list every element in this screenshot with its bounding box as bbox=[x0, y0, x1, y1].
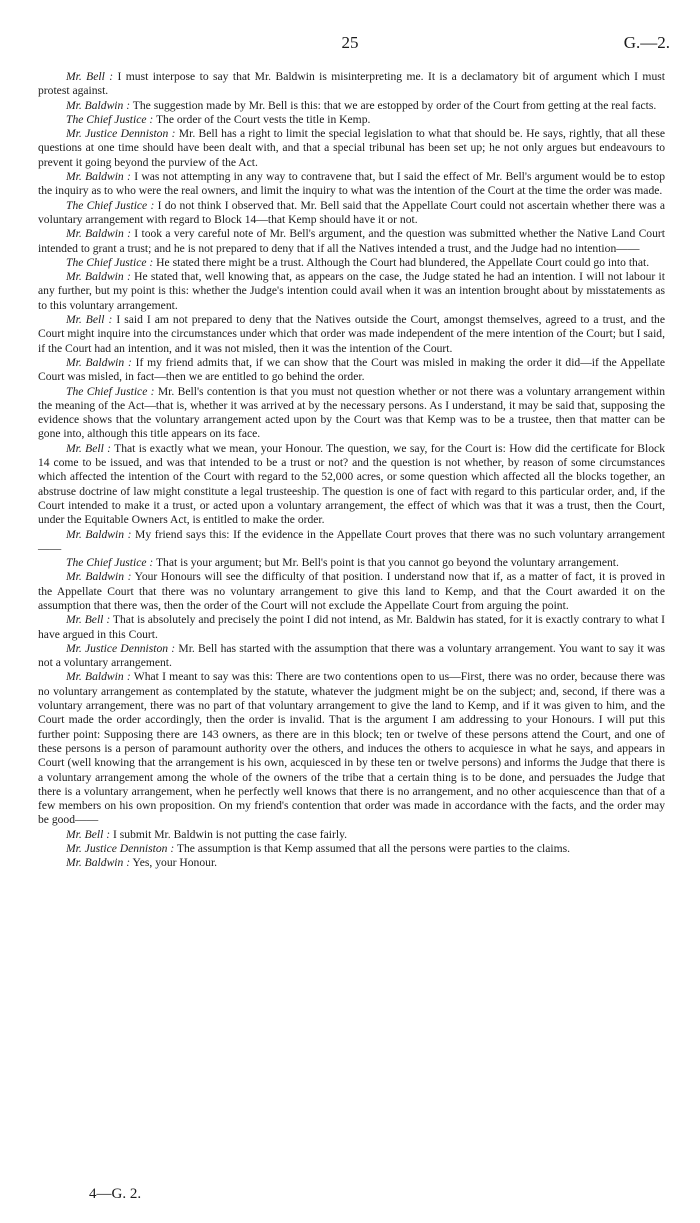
speaker-name: Mr. Justice Denniston : bbox=[66, 842, 175, 856]
speech-text: Mr. Bell has a right to limit the special legislation to what that should be. He says, rightly, that all these questions at one time should have been dealt with, and that a special tribunal has been set up; he not only argues but endeavours to prevent it going beyond the purview of the Act. bbox=[38, 127, 666, 169]
speech-text: I took a very careful note of Mr. Bell's argument, and the question was submitted whether the Native Land Court intended to grant a trust; and he is not prepared to deny that if all the Natives intended a trust, and the Judge had no intention—— bbox=[38, 227, 665, 255]
paragraph bbox=[38, 570, 665, 613]
speech-text: I do not think I observed that. Mr. Bell said that the Appellate Court could not ascertain whether there was a voluntary arrangement with regard to Block 14—that Kemp should have it or not. bbox=[38, 198, 665, 226]
speaker-name: The Chief Justice : bbox=[66, 255, 154, 269]
speech-text: Your Honours will see the difficulty of that position. I understand now that if, as a matter of fact, it is proved in the Appellate Court that there was no voluntary arrangement to give this land to Kemp, and that the Court awarded it on the assumption that there was, then the order of the Court will not exclude the Appellate Court from arguing the point. bbox=[38, 570, 665, 612]
speaker-name: The Chief Justice : bbox=[66, 384, 155, 398]
speaker-name: Mr. Bell : bbox=[66, 70, 114, 83]
speech-text: Mr. Bell's contention is that you must not question whether or not there was a voluntary arrangement within the meaning of the Act—that is, whether it was arrived at by the necessary persons. As I understand, it may be said that, supposing the evidence shows that the voluntary arrangement acted upon by the Court was that Kemp was to be a trustee, then that matter can be gone into, although this title appears on its face. bbox=[38, 384, 665, 441]
speaker-name: The Chief Justice : bbox=[66, 112, 154, 126]
speaker-name: Mr. Baldwin : bbox=[66, 527, 132, 541]
paragraph bbox=[38, 670, 665, 827]
paragraph bbox=[38, 856, 665, 870]
speech-text: I must interpose to say that Mr. Baldwin is misinterpreting me. It is a declamatory bit of argument which I must protest against. bbox=[38, 70, 665, 98]
speaker-name: Mr. Bell : bbox=[66, 827, 111, 841]
paragraph bbox=[38, 70, 665, 99]
speech-text: Mr. Bell has started with the assumption that there was a voluntary arrangement. You want to say it was not a voluntary arrangement. bbox=[38, 641, 666, 670]
speech-text: That is absolutely and precisely the point I did not intend, as Mr. Baldwin has stated, for it is exactly contrary to what I have argued in this Court. bbox=[38, 613, 665, 641]
speech-text: The suggestion made by Mr. Bell is this: that we are estopped by order of the Court from getting at the real facts. bbox=[130, 98, 657, 112]
speaker-name: Mr. Baldwin : bbox=[66, 170, 131, 184]
speech-text: Yes, your Honour. bbox=[130, 856, 218, 870]
document-reference: G.—2. bbox=[623, 33, 670, 52]
page-number: 25 bbox=[341, 33, 359, 52]
speech-text: The assumption is that Kemp assumed that all the persons were parties to the claims. bbox=[174, 842, 571, 856]
speech-text: He stated that, well knowing that, as appears on the case, the Judge stated he had an intention. I will not labour it any further, but my point is this: whether the Judge's intention could avail when it was an intention brought about by misstatements as to this voluntary arrangement. bbox=[38, 270, 665, 312]
paragraph bbox=[38, 113, 665, 127]
speaker-name: Mr. Baldwin : bbox=[66, 670, 131, 684]
paragraph bbox=[38, 227, 665, 256]
speech-text: That is your argument; but Mr. Bell's point is that you cannot go beyond the voluntary arrangement. bbox=[153, 556, 619, 570]
speaker-name: The Chief Justice : bbox=[66, 556, 154, 570]
paragraph bbox=[38, 442, 665, 528]
speech-text: That is exactly what we mean, your Honour. The question, we say, for the Court is: How did the certificate for Block 14 come to be issued, and was that intended to be a trust or not? and the question is not whether, by reason of some circumstances which affected the intention of the Court with regard to the 52,000 acres, or some question which affected all the blocks together, an abstruse doctrine of law might constitute a legal trusteeship. The question is one of fact with regard to this particular order, and, if the Court intended to make it a trust, or acted upon a voluntary arrangement, the effect of which was that it was a trust, then the Court, under the Equitable Owners Act, is entitled to make the order. bbox=[38, 441, 665, 527]
paragraph bbox=[38, 170, 665, 199]
paragraph bbox=[38, 828, 665, 842]
paragraph bbox=[38, 556, 665, 570]
paragraph bbox=[38, 842, 665, 856]
paragraph bbox=[38, 127, 665, 170]
paragraph bbox=[38, 642, 665, 671]
speech-text: I was not attempting in any way to contravene that, but I said the effect of Mr. Bell's argument would be to estop the inquiry as to who were the real owners, and limit the inquiry to what was the intention of the Court at the time the order was made. bbox=[38, 170, 665, 198]
paragraph bbox=[38, 199, 665, 228]
speaker-name: Mr. Baldwin : bbox=[66, 856, 131, 870]
paragraph bbox=[38, 270, 665, 313]
speech-text: The order of the Court vests the title in Kemp. bbox=[153, 112, 371, 126]
speech-text: He stated there might be a trust. Although the Court had blundered, the Appellate Court could go into that. bbox=[153, 255, 650, 269]
paragraph bbox=[38, 528, 665, 557]
transcript-body bbox=[38, 70, 665, 871]
paragraph bbox=[38, 99, 665, 113]
speech-text: If my friend admits that, if we can show that the Court was misled in making the order it did—if the Appellate Court was misled, in fact—then we are entitled to go behind the order. bbox=[38, 355, 666, 384]
speaker-name: The Chief Justice : bbox=[66, 198, 155, 212]
paragraph bbox=[38, 356, 665, 385]
speech-text: I said I am not prepared to deny that the Natives outside the Court, amongst themselves, agreed to a trust, and the Court might inquire into the circumstances under which that order was made independent of the mere intention of the Court; but I said, if the Court had an intention, and it was not misled, then it was the intention of the Court. bbox=[38, 313, 665, 355]
speaker-name: Mr. Baldwin : bbox=[66, 355, 132, 369]
speaker-name: Mr. Baldwin : bbox=[66, 98, 131, 112]
speaker-name: Mr. Bell : bbox=[66, 313, 113, 327]
speaker-name: Mr. Bell : bbox=[66, 613, 111, 627]
paragraph bbox=[38, 613, 665, 642]
footer-signature: 4—G. 2. bbox=[89, 1186, 142, 1202]
speech-text: I submit Mr. Baldwin is not putting the case fairly. bbox=[110, 827, 348, 841]
speaker-name: Mr. Bell : bbox=[66, 441, 111, 455]
speaker-name: Mr. Justice Denniston : bbox=[66, 127, 176, 141]
speaker-name: Mr. Baldwin : bbox=[66, 227, 131, 241]
speaker-name: Mr. Justice Denniston : bbox=[66, 641, 176, 655]
paragraph bbox=[38, 256, 665, 270]
speech-text: What I meant to say was this: There are two contentions open to us—First, there was no order, because there was no voluntary arrangement as contemplated by the statute, whatever the judgment might be on the subject; and, second, if there was a voluntary arrangement, there was no part of that voluntary arrangement to give the land to Kemp, and if it was given to him, and the Court made the order accordingly, then the order is invalid. That is the argument I am addressing to your Honours. I will put this further point: Supposing there are 143 owners, as there are in this block; ten or twelve of these persons attend the Court, and one of these persons is a person of paramount authority over the others, and induces the others to acquiesce in what he says, and appears in Court (well knowing that the arrangement is his own, acquiesced in by these ten or twelve persons) and informs the Judge that there is a voluntary arrangement among the whole of the owners of the tribe that a certain thing is to be done, and persuades the Judge that there is a voluntary arrangement, when he perfectly well knows that there is no arrangement, and no other acquiescence than that of a few members on his own proposition. On my friend's contention that order was made in accordance with the facts, and the order may be good—— bbox=[38, 670, 665, 827]
paragraph bbox=[38, 313, 665, 356]
speaker-name: Mr. Baldwin : bbox=[66, 270, 131, 284]
paragraph bbox=[38, 385, 665, 442]
speaker-name: Mr. Baldwin : bbox=[66, 570, 132, 584]
speech-text: My friend says this: If the evidence in the Appellate Court proves that there was no such voluntary arrangement—— bbox=[38, 527, 665, 555]
